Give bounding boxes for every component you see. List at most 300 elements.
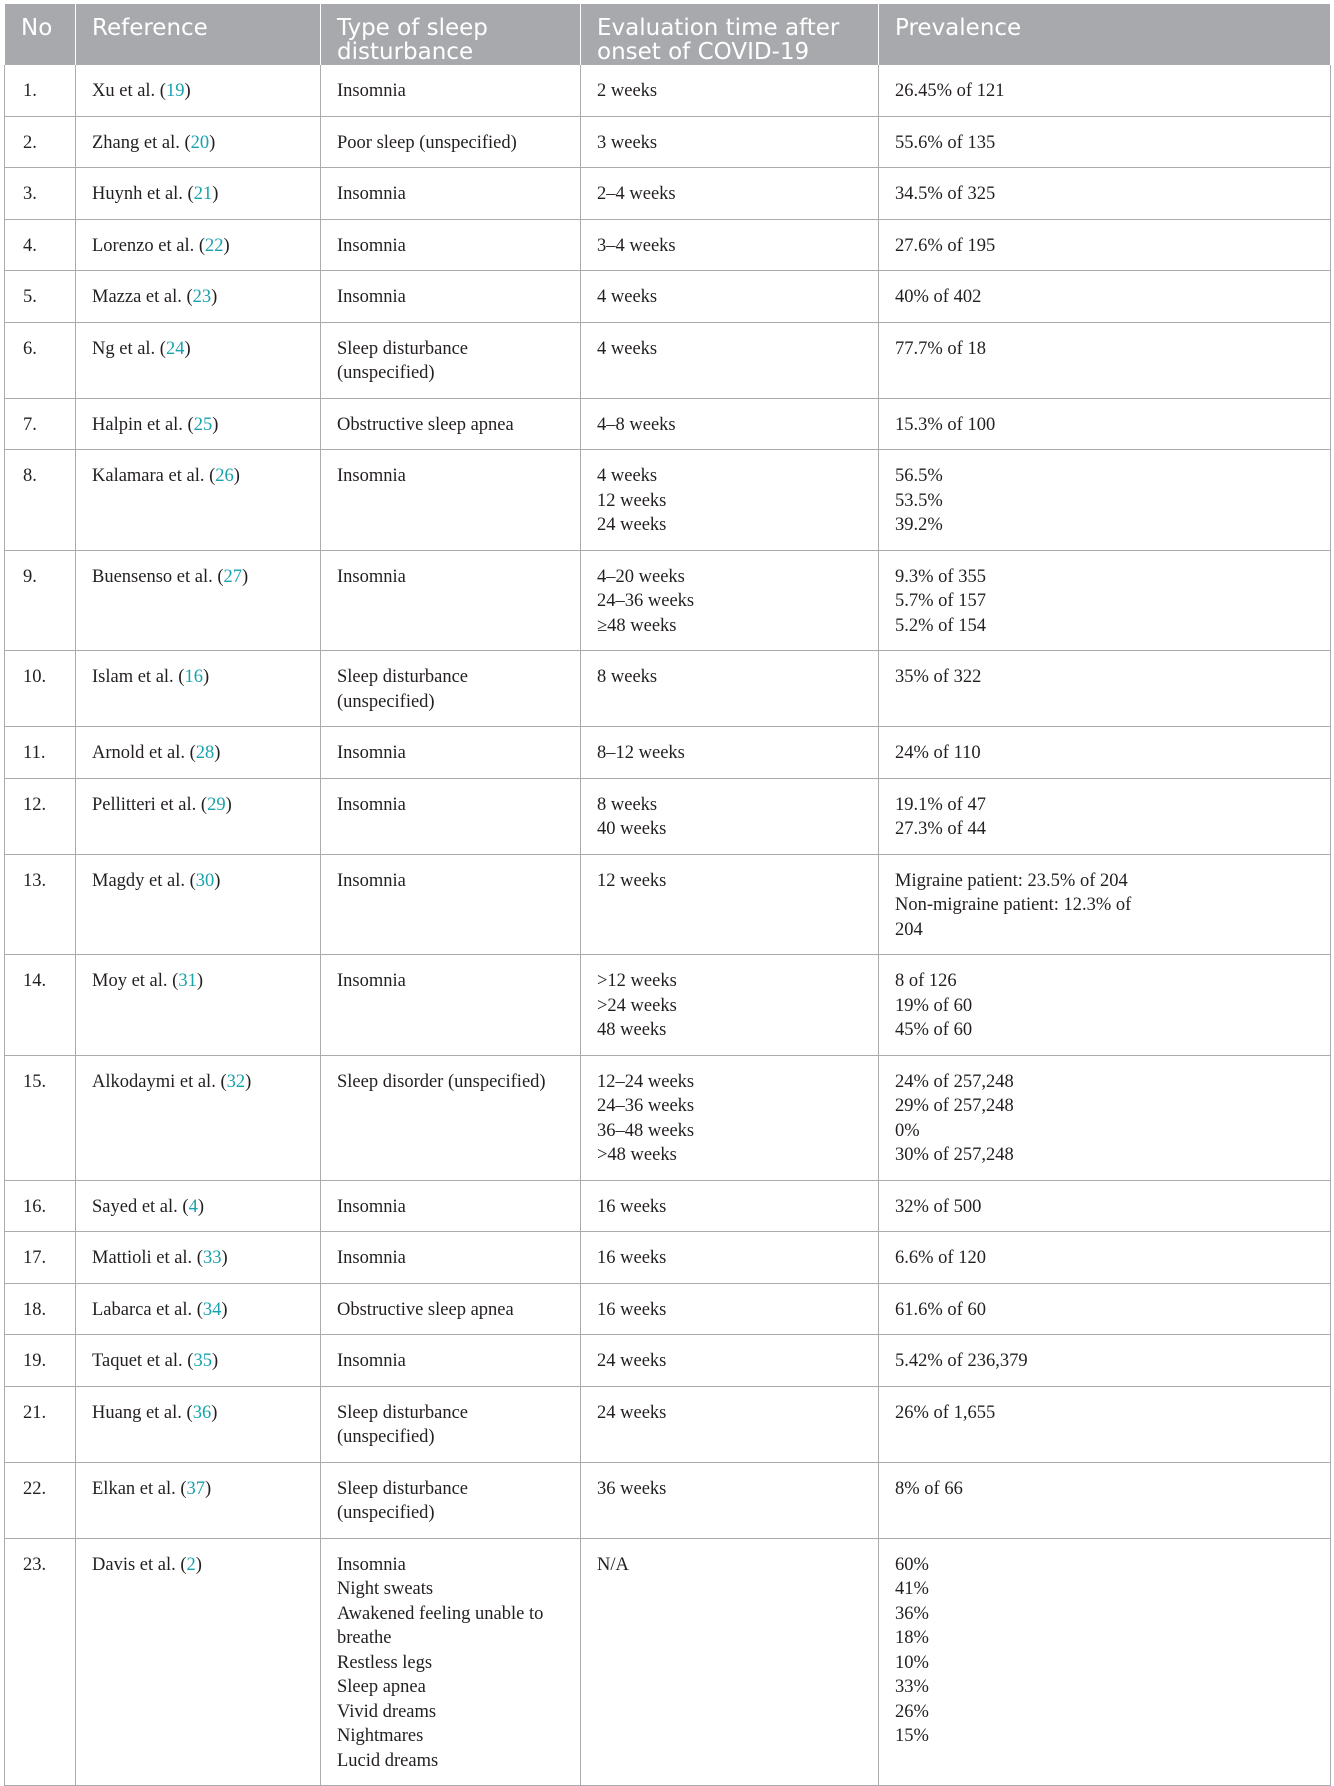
prevalence-line: 24% of 257,248 — [895, 1071, 1014, 1092]
header-prevalence: Prevalence — [879, 4, 1331, 65]
sleep-type-cell — [321, 1055, 581, 1180]
evaluation-time-line: 24 weeks — [597, 1402, 667, 1423]
evaluation-time-line: 24 weeks — [597, 515, 667, 535]
reference-cell — [76, 550, 321, 651]
reference-citation: 22 — [205, 235, 224, 256]
reference-author: Davis et al. ( — [92, 1554, 187, 1575]
prevalence-line: 34.5% of 325 — [895, 184, 996, 204]
prevalence-cell — [879, 778, 1331, 854]
evaluation-time-cell — [581, 116, 879, 168]
prevalence-line: 29% of 257,248 — [895, 1096, 1014, 1116]
reference-close: ) — [205, 1478, 212, 1499]
evaluation-time-line: 2 weeks — [597, 81, 658, 101]
row-number: 4. — [5, 219, 76, 271]
prevalence-line: 60% — [895, 1554, 929, 1575]
row-number: 3. — [5, 168, 76, 220]
reference-citation: 34 — [202, 1299, 222, 1320]
evaluation-time-cell — [581, 651, 879, 727]
evaluation-time-cell — [581, 1180, 879, 1232]
prevalence-line: 5.2% of 154 — [895, 615, 986, 636]
evaluation-time-cell — [581, 1232, 879, 1284]
table-row — [5, 854, 1331, 955]
prevalence-line: 9.3% of 355 — [895, 566, 986, 587]
reference-close: ) — [211, 1351, 219, 1371]
reference-author: Magdy et al. ( — [92, 870, 196, 891]
row-number: 11. — [5, 727, 76, 779]
reference-close: ) — [195, 1554, 202, 1575]
sleep-type-cell — [321, 271, 581, 323]
reference-author: Zhang et al. ( — [92, 132, 191, 153]
sleep-type-line: Nightmares — [337, 1726, 424, 1746]
sleep-type-cell — [321, 116, 581, 168]
table-row — [5, 550, 1331, 651]
prevalence-cell — [879, 1335, 1331, 1387]
sleep-type-line: Sleep disturbance — [337, 1478, 468, 1499]
reference-citation: 2 — [186, 1554, 196, 1575]
reference-citation: 35 — [193, 1351, 212, 1371]
sleep-type-cell — [321, 550, 581, 651]
evaluation-time-cell — [581, 778, 879, 854]
sleep-type-cell — [321, 1283, 581, 1335]
reference-author: Huynh et al. ( — [92, 184, 194, 204]
sleep-type-line: Insomnia — [337, 971, 406, 991]
sleep-type-cell — [321, 1462, 581, 1538]
reference-cell — [76, 1283, 321, 1335]
table-row — [5, 1462, 1331, 1538]
prevalence-line: 35% of 322 — [895, 667, 982, 687]
evaluation-time-cell — [581, 955, 879, 1056]
table-row — [5, 1055, 1331, 1180]
reference-cell — [76, 271, 321, 323]
prevalence-line: 41% — [895, 1579, 929, 1599]
evaluation-time-line: 48 weeks — [597, 1020, 667, 1040]
reference-citation: 32 — [226, 1071, 246, 1092]
prevalence-cell — [879, 219, 1331, 271]
prevalence-line: 19% of 60 — [895, 995, 973, 1016]
row-number: 9. — [5, 550, 76, 651]
reference-close: ) — [242, 566, 249, 587]
sleep-type-line: Insomnia — [337, 794, 406, 815]
reference-citation: 20 — [190, 132, 210, 153]
table-row — [5, 219, 1331, 271]
prevalence-line: 10% — [895, 1652, 929, 1673]
sleep-type-cell — [321, 168, 581, 220]
sleep-type-line: Insomnia — [337, 184, 406, 204]
prevalence-line: 15.3% of 100 — [895, 414, 996, 435]
reference-cell — [76, 398, 321, 450]
reference-citation: 23 — [192, 287, 212, 307]
row-number: 14. — [5, 955, 76, 1056]
reference-citation: 30 — [195, 870, 215, 891]
reference-close: ) — [197, 1196, 204, 1217]
evaluation-time-line: 4 weeks — [597, 287, 658, 307]
reference-author: Ng et al. ( — [92, 338, 166, 359]
reference-close: ) — [209, 132, 216, 153]
table-row — [5, 65, 1331, 117]
evaluation-time-line: 16 weeks — [597, 1248, 667, 1268]
reference-author: Mazza et al. ( — [92, 287, 193, 307]
evaluation-time-line: 12 weeks — [597, 490, 667, 511]
evaluation-time-line: 16 weeks — [597, 1196, 667, 1217]
evaluation-time-line: 4 weeks — [597, 466, 658, 486]
table-row — [5, 1386, 1331, 1462]
header-evaluation-time — [581, 4, 879, 65]
sleep-disturbance-table — [4, 4, 1331, 1786]
table-row — [5, 1283, 1331, 1335]
prevalence-line: 6.6% of 120 — [895, 1248, 986, 1268]
row-number: 8. — [5, 450, 76, 551]
reference-cell — [76, 1462, 321, 1538]
reference-citation: 29 — [207, 794, 226, 815]
prevalence-line: 45% of 60 — [895, 1020, 973, 1040]
header-row — [5, 4, 1331, 65]
sleep-type-cell — [321, 1180, 581, 1232]
table-row — [5, 1538, 1331, 1786]
prevalence-cell — [879, 271, 1331, 323]
prevalence-line: 0% — [895, 1120, 920, 1141]
prevalence-cell — [879, 322, 1331, 398]
sleep-type-line: Restless legs — [337, 1652, 433, 1673]
prevalence-cell — [879, 1462, 1331, 1538]
reference-close: ) — [214, 743, 221, 763]
sleep-type-cell — [321, 219, 581, 271]
prevalence-line: 40% of 402 — [895, 287, 982, 307]
evaluation-time-line: ≥48 weeks — [597, 615, 677, 636]
reference-cell — [76, 1055, 321, 1180]
reference-citation: 31 — [178, 971, 197, 991]
sleep-type-cell — [321, 854, 581, 955]
sleep-type-line: Insomnia — [337, 466, 406, 486]
sleep-type-line: Sleep disorder (unspecified) — [337, 1071, 546, 1092]
row-number: 23. — [5, 1538, 76, 1786]
sleep-type-cell — [321, 651, 581, 727]
reference-close: ) — [212, 414, 219, 435]
reference-cell — [76, 116, 321, 168]
prevalence-cell — [879, 450, 1331, 551]
sleep-type-cell — [321, 65, 581, 117]
evaluation-time-line: >12 weeks — [597, 971, 677, 991]
sleep-type-cell — [321, 450, 581, 551]
prevalence-line: 77.7% of 18 — [895, 338, 986, 359]
sleep-type-line: Night sweats — [337, 1579, 434, 1599]
prevalence-line: 30% of 257,248 — [895, 1145, 1014, 1165]
reference-citation: 16 — [184, 667, 203, 687]
evaluation-time-cell — [581, 168, 879, 220]
sleep-type-cell — [321, 322, 581, 398]
table-row — [5, 1180, 1331, 1232]
prevalence-line: 56.5% — [895, 466, 943, 486]
reference-citation: 4 — [188, 1196, 198, 1217]
evaluation-time-line: 4–20 weeks — [597, 566, 685, 587]
reference-cell — [76, 450, 321, 551]
reference-author: Arnold et al. ( — [92, 743, 196, 763]
evaluation-time-line: 8–12 weeks — [597, 743, 685, 763]
row-number: 12. — [5, 778, 76, 854]
reference-citation: 19 — [165, 81, 185, 101]
prevalence-line: 5.42% of 236,379 — [895, 1351, 1028, 1371]
prevalence-line: 26% — [895, 1701, 929, 1722]
reference-cell — [76, 1335, 321, 1387]
row-number: 17. — [5, 1232, 76, 1284]
evaluation-time-line: 2–4 weeks — [597, 184, 676, 204]
prevalence-cell — [879, 854, 1331, 955]
prevalence-line: 33% — [895, 1677, 929, 1697]
row-number: 22. — [5, 1462, 76, 1538]
sleep-type-line: Insomnia — [337, 235, 406, 256]
reference-close: ) — [223, 235, 230, 256]
evaluation-time-line: N/A — [597, 1554, 629, 1575]
row-number: 6. — [5, 322, 76, 398]
evaluation-time-cell — [581, 727, 879, 779]
prevalence-line: 27.3% of 44 — [895, 819, 986, 839]
reference-close: ) — [245, 1071, 252, 1092]
evaluation-time-cell — [581, 219, 879, 271]
reference-citation: 33 — [202, 1248, 222, 1268]
reference-cell — [76, 854, 321, 955]
sleep-type-line: Sleep disturbance — [337, 338, 468, 359]
prevalence-line: 32% of 500 — [895, 1196, 982, 1217]
reference-cell — [76, 1232, 321, 1284]
reference-author: Alkodaymi et al. ( — [92, 1071, 227, 1092]
prevalence-cell — [879, 398, 1331, 450]
prevalence-line: 18% — [895, 1628, 929, 1648]
reference-cell — [76, 778, 321, 854]
prevalence-line: 39.2% — [895, 515, 943, 535]
reference-author: Buensenso et al. ( — [92, 566, 224, 587]
sleep-type-line: Insomnia — [337, 1196, 406, 1217]
reference-close: ) — [196, 971, 203, 991]
row-number: 19. — [5, 1335, 76, 1387]
reference-close: ) — [233, 466, 240, 486]
prevalence-cell — [879, 1538, 1331, 1786]
reference-close: ) — [202, 667, 210, 687]
table-body — [5, 65, 1331, 1786]
sleep-type-line: Lucid dreams — [337, 1750, 439, 1771]
reference-cell — [76, 727, 321, 779]
row-number: 10. — [5, 651, 76, 727]
prevalence-cell — [879, 955, 1331, 1056]
evaluation-time-cell — [581, 1283, 879, 1335]
reference-close: ) — [184, 338, 191, 359]
prevalence-line: 204 — [895, 919, 923, 940]
prevalence-line: 24% of 110 — [895, 743, 981, 763]
row-number: 21. — [5, 1386, 76, 1462]
sleep-type-line: Insomnia — [337, 81, 406, 101]
sleep-type-cell — [321, 1386, 581, 1462]
evaluation-time-line: 24 weeks — [597, 1351, 667, 1371]
sleep-type-line: Insomnia — [337, 1554, 406, 1575]
reference-cell — [76, 219, 321, 271]
reference-author: Islam et al. ( — [92, 667, 185, 687]
reference-author: Lorenzo et al. ( — [92, 235, 205, 256]
table-row — [5, 168, 1331, 220]
evaluation-time-cell — [581, 1462, 879, 1538]
reference-cell — [76, 168, 321, 220]
reference-citation: 27 — [223, 566, 243, 587]
sleep-type-line: (unspecified) — [337, 1503, 435, 1523]
evaluation-time-line: 12 weeks — [597, 870, 667, 891]
reference-citation: 26 — [215, 466, 234, 486]
reference-cell — [76, 1538, 321, 1786]
reference-author: Taquet et al. ( — [92, 1351, 194, 1371]
prevalence-cell — [879, 1180, 1331, 1232]
evaluation-time-line: 36 weeks — [597, 1478, 667, 1499]
prevalence-line: 55.6% of 135 — [895, 132, 996, 153]
table-row — [5, 778, 1331, 854]
sleep-type-line: Insomnia — [337, 1248, 406, 1268]
prevalence-cell — [879, 1232, 1331, 1284]
prevalence-line: 61.6% of 60 — [895, 1299, 986, 1320]
row-number: 18. — [5, 1283, 76, 1335]
reference-close: ) — [184, 81, 191, 101]
header-time-line: Evaluation time after onset of COVID-19 — [597, 15, 840, 65]
sleep-type-line: Poor sleep (unspecified) — [337, 132, 517, 153]
prevalence-line: 36% — [895, 1603, 929, 1624]
reference-author: Pellitteri et al. ( — [92, 794, 208, 815]
table-row — [5, 450, 1331, 551]
evaluation-time-line: 8 weeks — [597, 794, 658, 815]
table-row — [5, 322, 1331, 398]
evaluation-time-line: 4 weeks — [597, 338, 658, 359]
sleep-type-cell — [321, 1335, 581, 1387]
evaluation-time-line: >48 weeks — [597, 1145, 677, 1165]
prevalence-cell — [879, 651, 1331, 727]
reference-citation: 28 — [195, 743, 215, 763]
sleep-type-line: Sleep disturbance — [337, 667, 468, 687]
evaluation-time-cell — [581, 854, 879, 955]
row-number: 7. — [5, 398, 76, 450]
prevalence-line: 5.7% of 157 — [895, 591, 986, 611]
table-row — [5, 271, 1331, 323]
evaluation-time-cell — [581, 65, 879, 117]
reference-cell — [76, 322, 321, 398]
table-row — [5, 727, 1331, 779]
sleep-type-line: Insomnia — [337, 870, 406, 891]
evaluation-time-line: 4–8 weeks — [597, 414, 676, 435]
reference-cell — [76, 651, 321, 727]
sleep-type-line: (unspecified) — [337, 363, 435, 383]
prevalence-line: 8 of 126 — [895, 971, 957, 991]
prevalence-cell — [879, 1283, 1331, 1335]
sleep-type-cell — [321, 778, 581, 854]
reference-citation: 25 — [193, 414, 213, 435]
reference-author: Kalamara et al. ( — [92, 466, 216, 486]
reference-close: ) — [221, 1299, 228, 1320]
prevalence-line: 19.1% of 47 — [895, 794, 986, 815]
evaluation-time-cell — [581, 1386, 879, 1462]
evaluation-time-line: 12–24 weeks — [597, 1071, 695, 1092]
table-row — [5, 116, 1331, 168]
reference-author: Huang et al. ( — [92, 1402, 193, 1423]
reference-author: Xu et al. ( — [92, 81, 166, 101]
evaluation-time-line: 40 weeks — [597, 819, 667, 839]
prevalence-line: 15% — [895, 1726, 929, 1746]
sleep-type-line: breathe — [337, 1628, 392, 1648]
reference-close: ) — [212, 184, 219, 204]
reference-citation: 24 — [165, 338, 185, 359]
row-number: 13. — [5, 854, 76, 955]
sleep-type-cell — [321, 1232, 581, 1284]
sleep-type-line: (unspecified) — [337, 1427, 435, 1447]
header-type-line: Type of sleep disturbance — [337, 15, 488, 65]
reference-author: Labarca et al. ( — [92, 1299, 203, 1320]
reference-citation: 36 — [192, 1402, 212, 1423]
prevalence-cell — [879, 727, 1331, 779]
evaluation-time-cell — [581, 550, 879, 651]
prevalence-cell — [879, 550, 1331, 651]
prevalence-cell — [879, 116, 1331, 168]
prevalence-line: 26.45% of 121 — [895, 81, 1005, 101]
evaluation-time-line: 3–4 weeks — [597, 235, 676, 256]
reference-close: ) — [211, 287, 218, 307]
header-type — [321, 4, 581, 65]
evaluation-time-line: 3 weeks — [597, 132, 658, 153]
reference-citation: 37 — [186, 1478, 206, 1499]
header-no: No — [5, 4, 76, 65]
sleep-type-line: Insomnia — [337, 287, 406, 307]
sleep-type-cell — [321, 398, 581, 450]
row-number: 2. — [5, 116, 76, 168]
prevalence-line: 8% of 66 — [895, 1478, 963, 1499]
table-row — [5, 1232, 1331, 1284]
reference-close: ) — [214, 870, 221, 891]
sleep-type-cell — [321, 727, 581, 779]
reference-close: ) — [225, 794, 232, 815]
prevalence-cell — [879, 1055, 1331, 1180]
sleep-type-line: Insomnia — [337, 743, 406, 763]
prevalence-line: 27.6% of 195 — [895, 235, 996, 256]
reference-cell — [76, 955, 321, 1056]
reference-author: Mattioli et al. ( — [92, 1248, 203, 1268]
sleep-type-line: (unspecified) — [337, 691, 435, 712]
reference-close: ) — [211, 1402, 218, 1423]
evaluation-time-cell — [581, 1055, 879, 1180]
evaluation-time-line: >24 weeks — [597, 995, 677, 1016]
evaluation-time-line: 8 weeks — [597, 667, 658, 687]
reference-author: Halpin et al. ( — [92, 414, 194, 435]
reference-close: ) — [221, 1248, 228, 1268]
prevalence-line: 26% of 1,655 — [895, 1402, 996, 1423]
evaluation-time-cell — [581, 271, 879, 323]
sleep-type-line: Vivid dreams — [337, 1701, 437, 1722]
evaluation-time-cell — [581, 1335, 879, 1387]
table-row — [5, 1335, 1331, 1387]
sleep-type-line: Sleep disturbance — [337, 1402, 468, 1423]
reference-cell — [76, 1180, 321, 1232]
evaluation-time-line: 36–48 weeks — [597, 1120, 695, 1141]
row-number: 15. — [5, 1055, 76, 1180]
evaluation-time-line: 24–36 weeks — [597, 591, 695, 611]
evaluation-time-cell — [581, 1538, 879, 1786]
sleep-type-cell — [321, 955, 581, 1056]
evaluation-time-cell — [581, 322, 879, 398]
reference-author: Sayed et al. ( — [92, 1196, 189, 1217]
row-number: 1. — [5, 65, 76, 117]
evaluation-time-line: 24–36 weeks — [597, 1096, 695, 1116]
sleep-type-line: Sleep apnea — [337, 1677, 426, 1697]
prevalence-cell — [879, 1386, 1331, 1462]
table-row — [5, 398, 1331, 450]
sleep-type-line: Insomnia — [337, 566, 406, 587]
sleep-type-line: Awakened feeling unable to — [337, 1603, 544, 1624]
sleep-type-line: Obstructive sleep apnea — [337, 414, 514, 435]
sleep-type-line: Insomnia — [337, 1351, 406, 1371]
prevalence-line: Non-migraine patient: 12.3% of — [895, 895, 1132, 915]
evaluation-time-line: 16 weeks — [597, 1299, 667, 1320]
row-number: 16. — [5, 1180, 76, 1232]
reference-cell — [76, 65, 321, 117]
prevalence-line: Migraine patient: 23.5% of 204 — [895, 870, 1128, 891]
